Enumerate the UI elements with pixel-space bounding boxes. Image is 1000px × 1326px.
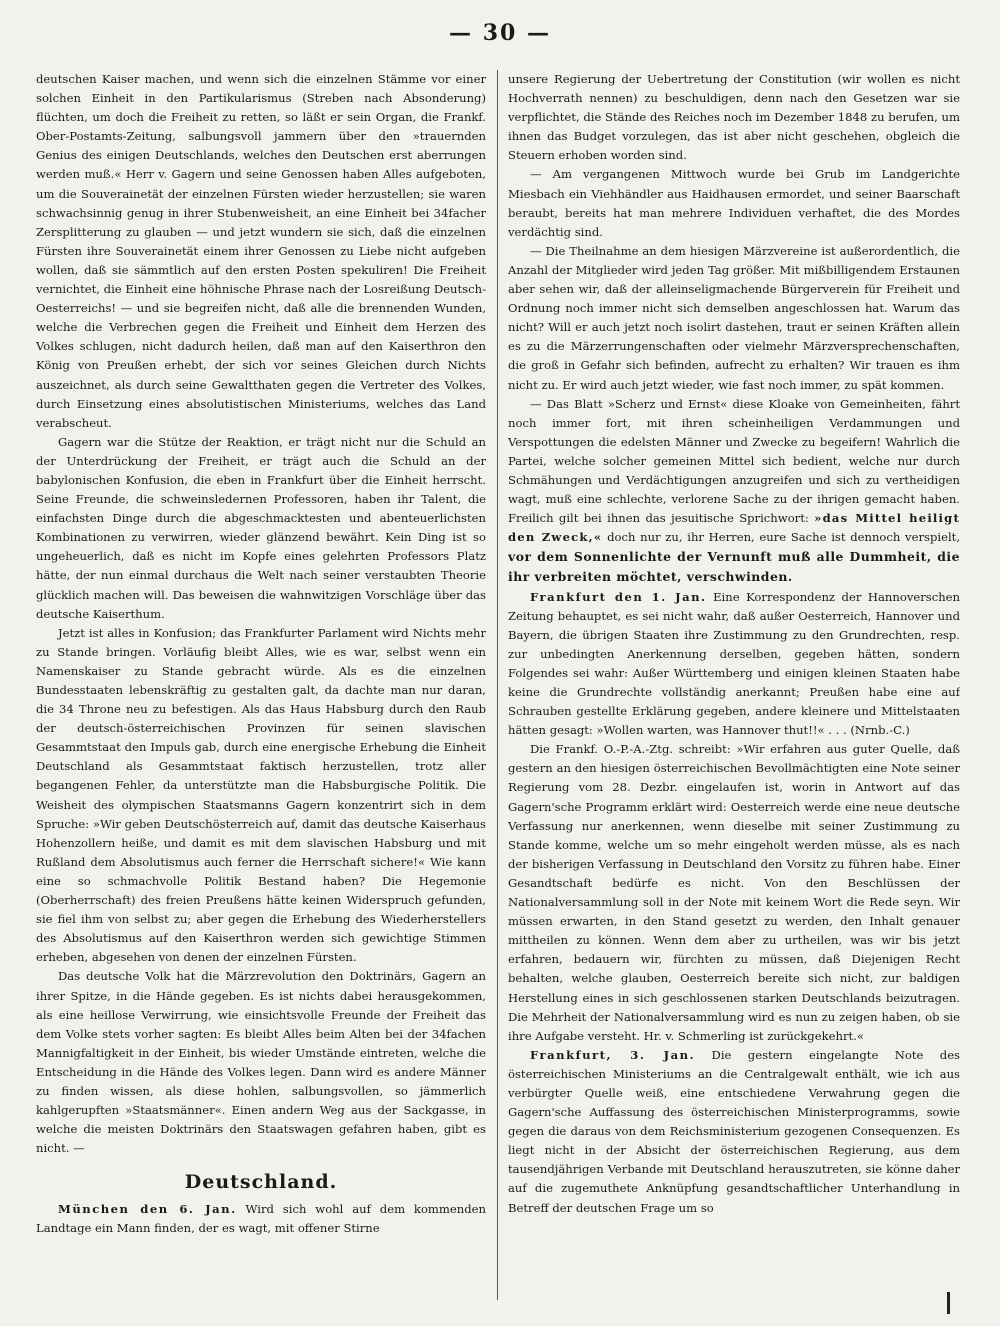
report-text: Wird sich wohl auf dem kommenden Landtage ein Mann finden, der es wagt, mit offener Stirne [36, 1202, 486, 1236]
frankfurt-report [508, 1046, 960, 1218]
report-text: »Wir erfahren aus guter Quelle, daß gestern an den hiesigen österreichischen Bevollmächtigten eine Note seiner Regierung vom 28. Dezbr. eingelaufen ist, worin in Antwort auf das Gagern'sche Programm erklärt wird: Oesterreich werde eine neue deutsche Verfassung nur anerkennen, wenn dieselbe mit seiner Zustimmung zu Stande komme, welche um so mehr eingeholt werden müsse, als es nach der bisherigen Verfassung in Deutschland den Vorsitz zu führen habe. Einer Gesandtschaft bedürfe es nicht. Von den Beschlüssen der Nationalversammlung soll in der Note mit keinem Wort die Rede seyn. Wir müssen erwarten, in den Stand gesetzt zu werden, den Inhalt genauer mittheilen zu können. Wenn dem aber zu urtheilen, was wir bis jetzt erfahren, bedauern wir, fürchten zu müssen, daß Diejenigen Recht behalten, welche glauben, Oesterreich bereite sich nicht, zur baldigen Herstellung eines in sich geschlossenen starken Deutschlands beizutragen. Die Mehrheit der Nationalversammlung wird es nun zu zeigen haben, ob sie ihre Aufgabe versteht. Hr. v. Schmerling ist zurückgekehrt.« [508, 742, 960, 1043]
paragraph-text: — Das Blatt »Scherz und Ernst« diese Kloake von Gemeinheiten, fährt noch immer fort, mit ihren scheinheiligen Verdammungen und Verspottungen die edelsten Männer und Zwecke zu begeifern! Wahrlich die Partei, welche solcher gemeinen Mittel sich bedient, welche nur durch Schmähungen und Verdächtigungen anzugreifen und sich zu vertheidigen wagt, muß eine schlechte, verlorene Sache zu der ihrigen gemacht haben. Freilich gilt bei ihnen das jesuitische Sprichwort: [508, 396, 960, 526]
left-column [36, 70, 486, 1315]
page-number: — 30 — [449, 20, 551, 46]
article-paragraph: Gagern war die Stütze der Reaktion, er trägt nicht nur die Schuld an der Unterdrückung der Freiheit, er trägt auch die Schuld an der babylonischen Konfusion, die eben in Frankfurt über die Einheit herrscht. Seine Freunde, die schweinsledernen Professoren, haben ihr Talent, die einfachsten Dinge durch die abgeschmacktesten und abenteuerlichsten Kombinationen zu verwirren, wieder glänzend bewährt. Kein Ding ist so ungeheuerlich, daß es nicht im Kopfe eines gelehrten Professors Platz hätte, der nun einmal durchaus die Welt nach seiner verstaubten Theorie glücklich machen will. Das beweisen die wahnwitzigen Vorschläge über das deutsche Kaiserthum. [36, 434, 486, 621]
article-paragraph [508, 395, 960, 588]
article-paragraph: Das deutsche Volk hat die Märzrevolution den Doktrinärs, Gagern an ihrer Spitze, in die Hände gegeben. Es ist nichts dabei herausgekommen, als eine heillose Verwirrung, wie einsichtsvolle Freunde der Freiheit das dem Volke stets vorher sagten: Es bleibt Alles beim Alten bei der 34fachen Mannigfaltigkeit in der Einheit, bis wieder Umstände eintreten, welche die Entscheidung in die Hände des Volkes legen. Dann wird es andere Männer zu finden wissen, als diese hohlen, salbungsvollen, so jämmerlich kahlgerupften »Staatsmänner«. Einen andern Weg aus der Sackgasse, in welche die meisten Doktrinärs den Staatswagen gefahren haben, gibt es nicht. — [36, 969, 486, 1156]
column-divider [497, 70, 498, 1300]
section-heading: Deutschland. [184, 1171, 338, 1194]
page-edge-mark [947, 1292, 950, 1314]
report-lead: Die Frankf. O.-P.-A.-Ztg. schreibt: [530, 742, 731, 757]
paragraph-text: doch nur zu, ihr Herren, eure Sache ist dennoch verspielt, [607, 530, 960, 545]
right-column [508, 70, 960, 1315]
report-text: Die gestern eingelangte Note des österreichischen Ministeriums an die Centralgewalt enthält, wie ich aus verbürgter Quelle weiß, eine entschiedene Verwahrung gegen die Gagern'sche Auffassung des österreichischen Ministerprogramms, sowie gegen die daraus von dem Reichsministerium gezogenen Consequenzen. Es liegt nicht in der Absicht der österreichischen Regierung, aus dem tausendjährigen Verbande mit Deutschland herauszutreten, sie könne daher auf die zugemuthete Anknüpfung gesandtschaftlicher Unterhandlung in Betreff der deutschen Frage um so [508, 1047, 960, 1215]
article-paragraph: Jetzt ist alles in Konfusion; das Frankfurter Parlament wird Nichts mehr zu Stande bringen. Vorläufig bleibt Alles, wie es war, selbst wenn ein Namenskaiser zu Stande gebracht würde. Als es die einzelnen Bundesstaaten lebenskräftig zu gestalten galt, da dachte man nur daran, die 34 Throne neu zu befestigen. Als das Haus Habsburg durch den Raub der deutsch-österreichischen Provinzen für seinen slavischen Gesammtstaat den Impuls gab, durch eine energische Erhebung die Einheit Deutschland als Gesammtstaat faktisch herzustellen, trotz aller begangenen Fehler, da unterstützte man die Habsburgische Politik. Die Weisheit des olympischen Staatsmanns Gagern konzentrirt sich in dem Spruche: »Wir geben Deutschösterreich auf, damit das deutsche Kaiserhaus Hohenzollern heiße, und damit es mit dem slavischen Habsburg und mit Rußland dem Absolutismus auch ferner die Herrschaft sichere!« Wie kann eine so schmachvolle Politik Bestand haben? Die Hegemonie (Oberherrschaft) des freien Preußens hätte keinen Widerspruch gefunden, sie fiel ihm von selbst zu; aber gegen die Erhebung des Wiederherstellers des Absolutismus auf den Kaiserthron werden sich gewichtige Stimmen erheben, abgesehen von denen der einzelnen Fürsten. [36, 625, 486, 965]
emphasized-text: vor dem Sonnenlichte der Vernunft muß alle Dummheit, die ihr verbreiten möchtet, verschwinden. [508, 549, 960, 585]
article-paragraph: unsere Regierung der Uebertretung der Constitution (wir wollen es nicht Hochverrath nennen) zu beschuldigen, denn nach den Gesetzen war sie verpflichtet, die Stände des Reiches noch im Dezember 1848 zu berufen, um ihnen das Budget vorzulegen, das ist aber nicht geschehen, obgleich die Steuern erhoben worden sind. [508, 72, 960, 163]
dateline: München den 6. Jan. [58, 1202, 237, 1217]
frankfurt-report [508, 740, 960, 1046]
dateline: Frankfurt den 1. Jan. [530, 589, 707, 604]
article-paragraph: — Am vergangenen Mittwoch wurde bei Grub im Landgerichte Miesbach ein Viehhändler aus Haidhausen ermordet, und seiner Baarschaft beraubt, bereits hat man mehrere Individuen verhaftet, die des Mordes verdächtig sind. [508, 167, 960, 239]
motto-quote: »das Mittel heiligt den Zweck,« [508, 511, 960, 545]
dateline: Frankfurt, 3. Jan. [530, 1047, 696, 1062]
source-note: (Nrnb.-C.) [850, 723, 910, 738]
report-text: Eine Korrespondenz der Hannoverschen Zeitung behauptet, es sei nicht wahr, daß außer Oesterreich, Hannover und Bayern, die übrigen Staaten ihre Zustimmung zu den Grundrechten, resp. zur unbedingten Anerkennung derselben, gegeben hätten, sondern Folgendes sei wahr: Außer Württemberg und einigen kleinen Staaten habe keine die Grundrechte vollständig anerkannt; Preußen habe eine auf Schrauben gestellte Erklärung gegeben, andere kleinere und Mittelstaaten hätten gesagt: »Wollen warten, was Hannover thut!!« . . . [508, 589, 960, 738]
article-paragraph: — Die Theilnahme an dem hiesigen Märzvereine ist außerordentlich, die Anzahl der Mitglieder wird jeden Tag größer. Mit mißbilligendem Erstaunen aber sehen wir, daß der alleinseligmachende Bürgerverein für Freiheit und Ordnung noch immer nicht sich demselben angeschlossen hat. Warum das nicht? Will er auch jetzt noch isolirt dastehen, traut er seinen Kräften allein es zu die Märzerrungenschaften oder vielmehr Märzversprechenschaften, die groß in Gefahr sich befinden, aufrecht zu erhalten? Wir trauen es ihm nicht zu. Er wird auch jetzt wieder, wie fast noch immer, zu spät kommen. [508, 243, 960, 392]
frankfurt-report [508, 588, 960, 741]
article-paragraph: deutschen Kaiser machen, und wenn sich die einzelnen Stämme vor einer solchen Einheit in den Partikularismus (Streben nach Absonderung) flüchten, um doch die Freiheit zu retten, so läßt er sein Organ, die Frankf. Ober-Postamts-Zeitung, salbungsvoll jammern über den »trauernden Genius des einigen Deutschlands, welches den Deutschen erst aberrungen werden muß.« Herr v. Gagern und seine Genossen haben Alles aufgeboten, um die Souverainetät der einzelnen Fürsten wieder herzustellen; sie waren schwachsinnig genug in ihrer Stubenweisheit, an eine Einheit bei 34facher Zersplitterung zu glauben — und jetzt wundern sie sich, daß die einzelnen Fürsten ihre Souverainetät einem ihrer Genossen zu Liebe nicht aufgeben wollen, daß sie sämmtlich auf den ersten Posten spekuliren! Die Freiheit vernichtet, die Einheit eine höhnische Phrase nach der Losreißung Deutsch-Oesterreichs! — und sie begreifen nicht, daß alle die brennenden Wunden, welche die Verbrechen gegen die Freiheit und Einheit dem Herzen des Volkes schlugen, nicht dadurch heilen, daß man auf den Kaiserthron den König von Preußen erhebt, der sich vor seines Gleichen durch Nichts auszeichnet, als durch seine Gewaltthaten gegen die Vertreter des Volkes, durch Einsetzung eines absolutistischen Ministeriums, welches das Land verabscheut. [36, 72, 486, 430]
munich-report [36, 1200, 486, 1238]
